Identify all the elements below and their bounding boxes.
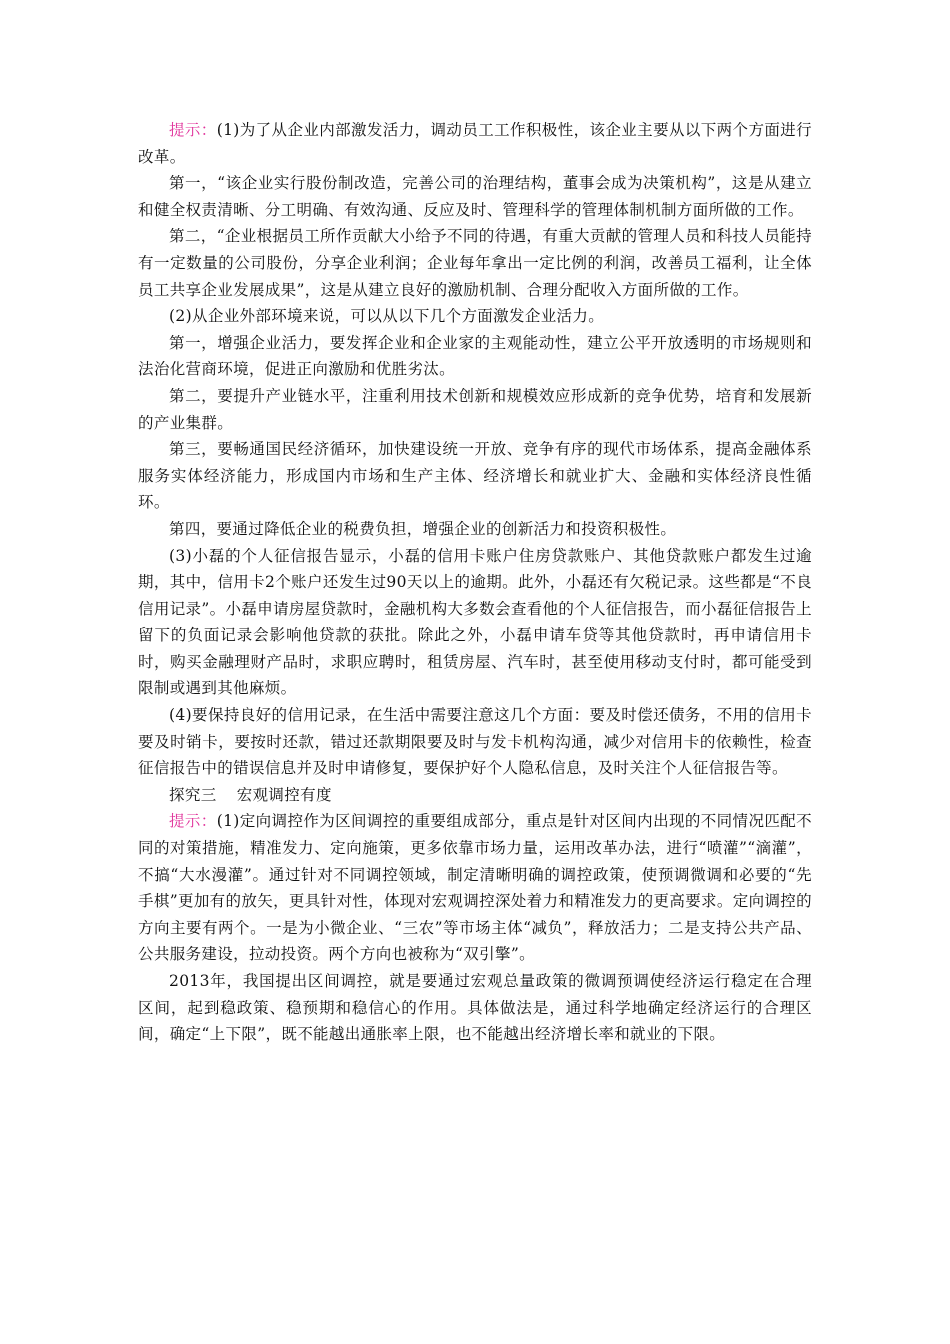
paragraph: (4)要保持良好的信用记录，在生活中需要注意这几个方面：要及时偿还债务，不用的信用卡要及时销卡，要按时还款，错过还款期限要及时与发卡机构沟通，减少对信用卡的依赖性，检查征信报告中的错误信息并及时申请修复，要保护好个人隐私信息，及时关注个人征信报告等。 xyxy=(138,706,812,778)
section-number: 探究三 xyxy=(169,785,217,804)
hint-label: 提示： xyxy=(169,121,217,139)
paragraph: (2)从企业外部环境来说，可以从以下几个方面激发企业活力。 xyxy=(169,307,605,326)
paragraph: 2013年，我国提出区间调控，就是要通过宏观总量政策的微调预调使经济运行稳定在合理区间，起到稳政策、稳预期和稳信心的作用。具体做法是，通过科学地确定经济运行的合理区间，确定“上下限”，既不能越出通胀率上限，也不能越出经济增长率和就业的下限。 xyxy=(138,972,812,1044)
paragraph: 第二，“企业根据员工所作贡献大小给予不同的待遇，有重大贡献的管理人员和科技人员能持有一定数量的公司股份，分享企业利润；企业每年拿出一定比例的利润，改善员工福利，让全体员工共享企业发展成果”，这是从建立良好的激励机制、合理分配收入方面所做的工作。 xyxy=(138,227,812,299)
paragraph: 第二，要提升产业链水平，注重利用技术创新和规模效应形成新的竞争优势，培育和发展新的产业集群。 xyxy=(138,386,812,432)
paragraph: 第四，要通过降低企业的税费负担，增强企业的创新活力和投资积极性。 xyxy=(169,519,677,538)
paragraph: (3)小磊的个人征信报告显示，小磊的信用卡账户住房贷款账户、其他贷款账户都发生过逾期，其中，信用卡2个账户还发生过90天以上的逾期。此外，小磊还有欠税记录。这些都是“不良信用记录”。小磊申请房屋贷款时，金融机构大多数会查看他的个人征信报告，而小磊征信报告上留下的负面记录会影响他贷款的获批。除此之外，小磊申请车贷等其他贷款时，再申请信用卡时，购买金融理财产品时，求职应聘时，租赁房屋、汽车时，甚至使用移动支付时，都可能受到限制或遇到其他麻烦。 xyxy=(138,546,812,698)
section-title: 宏观调控有度 xyxy=(236,785,332,804)
paragraph: 第三，要畅通国民经济循环，加快建设统一开放、竞争有序的现代市场体系，提高金融体系服务实体经济能力，形成国内市场和生产主体、经济增长和就业扩大、金融和实体经济良性循环。 xyxy=(138,440,812,512)
paragraph: 第一，“该企业实行股份制改造，完善公司的治理结构，董事会成为决策机构”，这是从建立和健全权责清晰、分工明确、有效沟通、反应及时、管理科学的管理体制机制方面所做的工作。 xyxy=(138,174,812,219)
paragraph-hint-1 xyxy=(138,117,812,170)
paragraph: 第一，增强企业活力，要发挥企业和企业家的主观能动性，建立公平开放透明的市场规则和法治化营商环境，促进正向激励和优胜劣汰。 xyxy=(138,333,812,379)
paragraph-text: (1)定向调控作为区间调控的重要组成部分，重点是针对区间内出现的不同情况匹配不同的对策措施，精准发力、定向施策，更多依靠市场力量，运用改革办法，进行“喷灌”“滴灌”，不搞“大水漫灌”。通过针对不同调控领域，制定清晰明确的调控政策，使预调微调和必要的“先手棋”更加有的放矢，更具针对性，体现对宏观调控深处着力和精准发力的更高要求。定向调控的方向主要有两个。一是为小微企业、“三农”等市场主体“减负”，释放活力；二是支持公共产品、公共服务建设，拉动投资。两个方向也被称为“双引擎”。 xyxy=(138,812,812,964)
paragraph-hint-2 xyxy=(138,808,812,968)
document-page xyxy=(138,117,812,1048)
hint-label: 提示： xyxy=(169,812,217,831)
section-heading xyxy=(138,782,812,809)
paragraph-text: (1)为了从企业内部激发活力，调动员工工作积极性，该企业主要从以下两个方面进行改革。 xyxy=(138,121,812,166)
